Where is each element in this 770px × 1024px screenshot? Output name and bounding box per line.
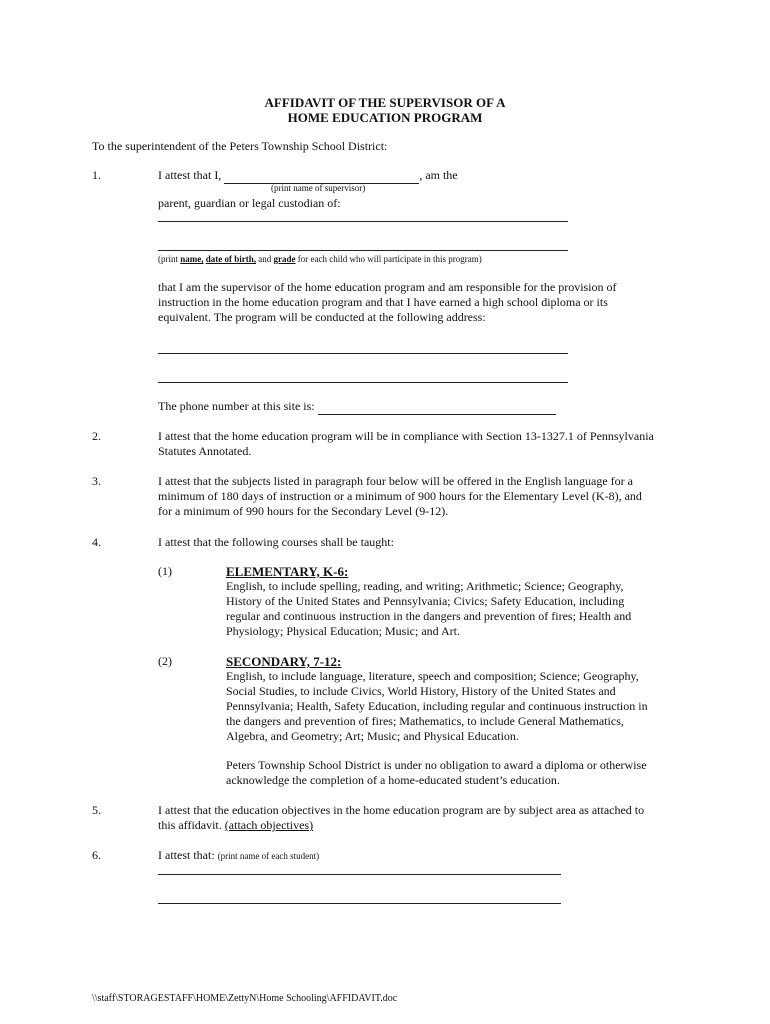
print-name-supervisor-note: (print name of supervisor) [271,183,366,193]
child-note-dob: date of birth, [205,254,256,264]
child-note-name: name, [180,254,204,264]
attest-supervisor-line [158,168,458,184]
child-note-suffix: for each child who will participate in this program) [297,254,482,264]
supervisor-para-line-2: instruction in the home education program and that I have earned a high school diploma or its [158,295,608,309]
objectives-line-1: I attest that the education objectives in the home education program are by subject area as attached to [158,803,645,817]
file-path-footer: \\staff\STORAGESTAFF\HOME\ZettyN\Home Schooling\AFFIDAVIT.doc [92,993,398,1004]
compliance-line-1: I attest that the home education program will be in compliance with Section 13-1327.1 of Pennsylvania [158,429,654,443]
child-note-prefix: (print [158,254,178,264]
attest-students-line [158,848,319,863]
secondary-heading: SECONDARY, 7-12: [226,654,342,669]
objectives-line-2 [158,818,313,833]
supervisor-name-blank[interactable] [224,168,419,184]
child-blank-line-1[interactable] [158,221,568,222]
subjects-line-2: minimum of 180 days of instruction or a minimum of 900 hours for the Elementary Level (K-8), and [158,489,642,503]
student-blank-line-1[interactable] [158,874,561,875]
item-number-6: 6. [92,848,101,862]
supervisor-para-line-1: that I am the supervisor of the home education program and am responsible for the provision of [158,280,617,294]
item-number-1: 1. [92,168,101,182]
secondary-line-1: English, to include language, literature, speech and composition; Science; Geography, [226,669,639,683]
item-number-5: 5. [92,803,101,817]
child-blank-line-2[interactable] [158,250,568,251]
objectives-prefix: this affidavit. [158,818,222,832]
subjects-line-1: I attest that the subjects listed in paragraph four below will be offered in the English language for a [158,474,633,488]
child-note-and: and [258,254,272,264]
elementary-heading: ELEMENTARY, K-6: [226,564,349,579]
elementary-line-1: English, to include spelling, reading, and writing; Arithmetic; Science; Geography, [226,579,624,593]
phone-number-blank[interactable] [318,399,556,415]
diploma-note-line-1: Peters Township School District is under no obligation to award a diploma or otherwise [226,758,647,772]
elementary-line-4: Physiology; Physical Education; Music; and Art. [226,624,460,638]
compliance-line-2: Statutes Annotated. [158,444,252,458]
child-info-note [158,254,482,265]
diploma-note-line-2: acknowledge the completion of a home-educated student’s education. [226,773,560,787]
supervisor-para-line-3: equivalent. The program will be conducted at the following address: [158,310,486,324]
elementary-line-3: regular and continuous instruction in the dangers and prevention of fires; Health and [226,609,632,623]
salutation: To the superintendent of the Peters Township School District: [92,139,388,153]
print-name-students-note: (print name of each student) [217,851,320,861]
document-title-line-1: AFFIDAVIT OF THE SUPERVISOR OF A [264,95,506,110]
elementary-line-2: History of the United States and Pennsylvania; Civics; Safety Education, including [226,594,625,608]
item-number-3: 3. [92,474,101,488]
item-number-2: 2. [92,429,101,443]
elementary-number: (1) [158,564,172,578]
parent-guardian-line: parent, guardian or legal custodian of: [158,196,341,210]
attest-suffix: , am the [419,168,458,182]
item-number-4: 4. [92,535,101,549]
secondary-line-3: Pennsylvania; Health, Safety Education, including regular and continuous instruction in [226,699,648,713]
attest-students-label: I attest that: [158,848,215,862]
secondary-line-5: Algebra, and Geometry; Art; Music; and Physical Education. [226,729,519,743]
subjects-line-3: for a minimum of 990 hours for the Secondary Level (9-12). [158,504,449,518]
attach-objectives-note: (attach objectives) [224,818,314,832]
child-note-grade: grade [273,254,296,264]
address-blank-line-1[interactable] [158,353,568,354]
courses-intro: I attest that the following courses shall be taught: [158,535,394,549]
address-blank-line-2[interactable] [158,382,568,383]
secondary-number: (2) [158,654,172,668]
attest-prefix: I attest that I, [158,168,222,182]
secondary-line-2: Social Studies, to include Civics, World History, History of the United States and [226,684,616,698]
phone-number-line [158,399,556,415]
document-title-line-2: HOME EDUCATION PROGRAM [287,110,483,125]
student-blank-line-2[interactable] [158,903,561,904]
phone-label: The phone number at this site is: [158,399,315,413]
secondary-line-4: the dangers and prevention of fires; Mathematics, to include General Mathematics, [226,714,624,728]
